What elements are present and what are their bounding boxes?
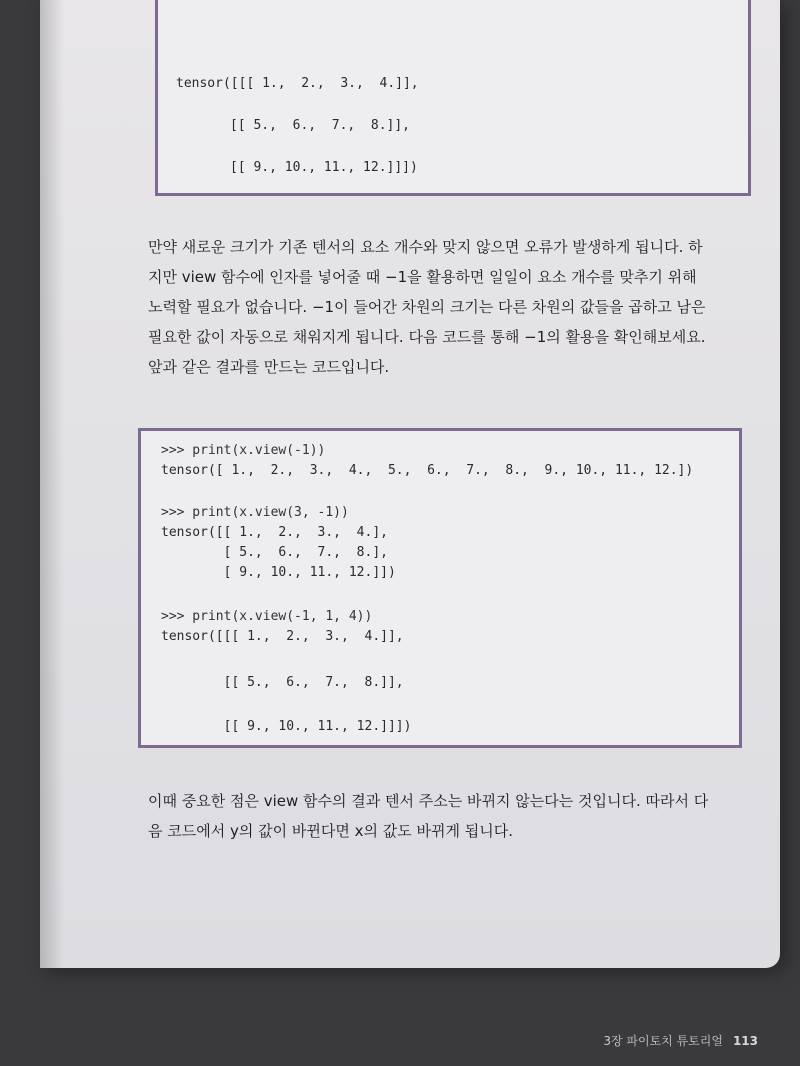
- code-block-top: [155, 0, 751, 196]
- paragraph-line: 앞과 같은 결과를 만드는 코드입니다.: [148, 358, 390, 376]
- code-line: [[ 9., 10., 11., 12.]]]): [230, 160, 418, 175]
- chapter-title: 3장 파이토치 튜토리얼: [603, 1034, 723, 1048]
- code-block-view-examples: [138, 428, 742, 748]
- code-line: tensor([[[ 1., 2., 3., 4.]],: [161, 629, 404, 644]
- code-line: >>> print(x.view(-1)): [161, 443, 326, 458]
- paragraph-line: 노력할 필요가 없습니다. −1이 들어간 차원의 크기는 다른 차원의 값들을 곱하고 남은: [148, 298, 706, 316]
- page-number: 113: [732, 1034, 758, 1048]
- paragraph-line: 필요한 값이 자동으로 채워지게 됩니다. 다음 코드를 통해 −1의 활용을 확인해보세요.: [148, 328, 706, 346]
- code-line: [[ 5., 6., 7., 8.]],: [230, 118, 411, 133]
- page-footer: [603, 1032, 758, 1049]
- code-line: [[ 9., 10., 11., 12.]]]): [161, 719, 412, 734]
- paragraph-line: 지만 view 함수에 인자를 넣어줄 때 −1을 활용하면 일일이 요소 개수를 맞추기 위해: [148, 268, 697, 286]
- code-line: tensor([ 1., 2., 3., 4., 5., 6., 7., 8., 9., 10., 11., 12.]): [161, 463, 694, 478]
- paragraph-line: 음 코드에서 y의 값이 바뀐다면 x의 값도 바뀌게 됩니다.: [148, 822, 513, 840]
- code-line: [[ 5., 6., 7., 8.]],: [161, 675, 404, 690]
- code-line: >>> print(x.view(-1, 1, 4)): [161, 609, 373, 624]
- code-line: tensor([[ 1., 2., 3., 4.],: [161, 525, 388, 540]
- code-line: tensor([[[ 1., 2., 3., 4.]],: [176, 76, 419, 91]
- body-paragraph-2: [148, 786, 748, 846]
- code-line: [ 9., 10., 11., 12.]]): [161, 565, 396, 580]
- body-paragraph-1: [148, 232, 748, 382]
- code-line: [ 5., 6., 7., 8.],: [161, 545, 388, 560]
- code-line: >>> print(x.view(3, -1)): [161, 505, 349, 520]
- paragraph-line: 이때 중요한 점은 view 함수의 결과 텐서 주소는 바뀌지 않는다는 것입니다. 따라서 다: [148, 792, 709, 810]
- page-gutter-shadow: [40, 0, 64, 968]
- paragraph-line: 만약 새로운 크기가 기존 텐서의 요소 개수와 맞지 않으면 오류가 발생하게 됩니다. 하: [148, 238, 703, 256]
